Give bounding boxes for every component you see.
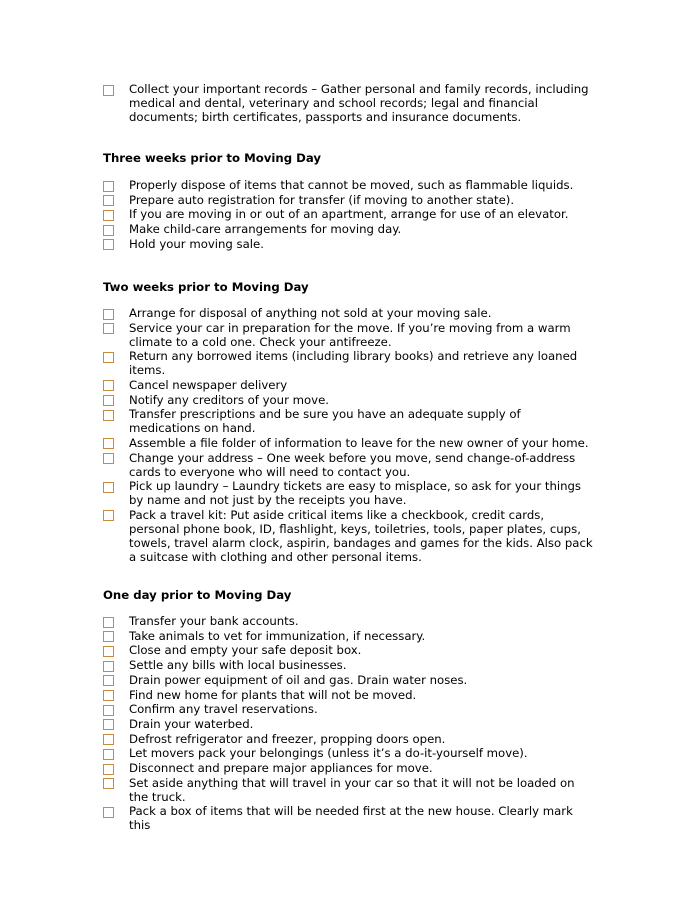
checkbox-icon[interactable]: [103, 646, 114, 657]
checklist-item: [103, 509, 593, 565]
checklist-item: [103, 394, 593, 408]
checklist-item-text: Disconnect and prepare major appliances for move.: [129, 761, 433, 776]
checklist-item: [103, 733, 593, 747]
checklist-item: [103, 350, 593, 378]
checklist-item: [103, 194, 593, 208]
checklist-item: [103, 644, 593, 658]
checklist-item: [103, 630, 593, 644]
checklist-item: [103, 179, 593, 193]
checklist-item-text: Transfer prescriptions and be sure you have an adequate supply of medications on hand.: [129, 407, 521, 436]
checklist-item-text: Let movers pack your belongings (unless it’s a do-it-yourself move).: [129, 746, 528, 761]
checklist-item: [103, 322, 593, 350]
checklist-item-text: Service your car in preparation for the move. If you’re moving from a warm climate to a cold one. Check your antifreeze.: [129, 320, 571, 349]
one-day-checklist: [103, 615, 593, 834]
checklist-item: [103, 703, 593, 717]
checklist-item: [103, 452, 593, 480]
checkbox-icon[interactable]: [103, 661, 114, 672]
checkbox-icon[interactable]: [103, 675, 114, 686]
checklist-item: [103, 747, 593, 761]
checkbox-icon[interactable]: [103, 380, 114, 391]
checklist-item: [103, 615, 593, 629]
checklist-item: [103, 437, 593, 451]
checklist-item: [103, 689, 593, 703]
section-heading-one-day: One day prior to Moving Day: [103, 588, 292, 602]
checklist-item-text: Change your address – One week before you move, send change-of-address cards to everyone who will need to contact you.: [129, 450, 576, 479]
checklist-item: [103, 777, 593, 805]
checklist-item-text: Drain power equipment of oil and gas. Drain water noses.: [129, 672, 468, 687]
checklist-item-text: Close and empty your safe deposit box.: [129, 643, 362, 658]
checklist-item-text: Hold your moving sale.: [129, 236, 264, 251]
checklist-item: [103, 83, 593, 125]
checklist-item-text: Make child-care arrangements for moving day.: [129, 222, 402, 237]
checklist-item: [103, 307, 593, 321]
checkbox-icon[interactable]: [103, 225, 114, 236]
checkbox-icon[interactable]: [103, 239, 114, 250]
checkbox-icon[interactable]: [103, 807, 114, 818]
checklist-item: [103, 238, 593, 252]
checklist-item-text: Take animals to vet for immunization, if necessary.: [129, 628, 426, 643]
checkbox-icon[interactable]: [103, 631, 114, 642]
checkbox-icon[interactable]: [103, 778, 114, 789]
three-weeks-checklist: [103, 179, 593, 253]
checklist-item-text: Set aside anything that will travel in your car so that it will not be loaded on the truck.: [129, 775, 575, 804]
checkbox-icon[interactable]: [103, 195, 114, 206]
section-heading-three-weeks: Three weeks prior to Moving Day: [103, 151, 321, 165]
checklist-item-text: Find new home for plants that will not be moved.: [129, 687, 417, 702]
checklist-item: [103, 208, 593, 222]
checkbox-icon[interactable]: [103, 764, 114, 775]
checklist-item-text: Pick up laundry – Laundry tickets are easy to misplace, so ask for your things by name and not just by the receipts you have.: [129, 479, 582, 508]
intro-checklist: [103, 83, 593, 126]
checkbox-icon[interactable]: [103, 617, 114, 628]
checkbox-icon[interactable]: [103, 395, 114, 406]
checkbox-icon[interactable]: [103, 453, 114, 464]
checkbox-icon[interactable]: [103, 323, 114, 334]
checklist-item: [103, 718, 593, 732]
checklist-item: [103, 674, 593, 688]
checkbox-icon[interactable]: [103, 749, 114, 760]
checkbox-icon[interactable]: [103, 410, 114, 421]
checklist-item-text: Transfer your bank accounts.: [129, 614, 299, 628]
checkbox-icon[interactable]: [103, 352, 114, 363]
checklist-item-text: Arrange for disposal of anything not sold at your moving sale.: [129, 306, 492, 320]
checkbox-icon[interactable]: [103, 705, 114, 716]
checkbox-icon[interactable]: [103, 181, 114, 192]
checkbox-icon[interactable]: [103, 309, 114, 320]
checkbox-icon[interactable]: [103, 438, 114, 449]
checkbox-icon[interactable]: [103, 210, 114, 221]
checkbox-icon[interactable]: [103, 85, 114, 96]
checkbox-icon[interactable]: [103, 482, 114, 493]
checklist-item: [103, 659, 593, 673]
checkbox-icon[interactable]: [103, 510, 114, 521]
checklist-item-text: If you are moving in or out of an apartment, arrange for use of an elevator.: [129, 207, 569, 222]
checklist-item: [103, 379, 593, 393]
checklist-item: [103, 223, 593, 237]
checklist-item-text: Cancel newspaper delivery: [129, 377, 288, 392]
checkbox-icon[interactable]: [103, 734, 114, 745]
checklist-item-text: Prepare auto registration for transfer (if moving to another state).: [129, 192, 515, 207]
checklist-item-text: Pack a box of items that will be needed first at the new house. Clearly mark this: [129, 804, 573, 833]
checklist-item-text: Assemble a file folder of information to leave for the new owner of your home.: [129, 435, 589, 450]
checklist-item-text: Pack a travel kit: Put aside critical items like a checkbook, credit cards, personal phone book, ID, flashlight, keys, toiletries, tools, paper plates, cups, towels, travel alarm clock, aspirin, bandages and games for the kids. Also pack a suitcase with clothing and other personal items.: [129, 507, 593, 564]
checklist-item-text: Properly dispose of items that cannot be moved, such as flammable liquids.: [129, 178, 574, 192]
checklist-item-text: Return any borrowed items (including library books) and retrieve any loaned items.: [129, 349, 578, 378]
section-heading-two-weeks: Two weeks prior to Moving Day: [103, 280, 309, 294]
two-weeks-checklist: [103, 307, 593, 565]
checklist-item-text: Drain your waterbed.: [129, 716, 254, 731]
checklist-item: [103, 805, 593, 833]
checklist-item-text: Defrost refrigerator and freezer, propping doors open.: [129, 731, 446, 746]
checklist-item-text: Notify any creditors of your move.: [129, 392, 329, 407]
checklist-item: [103, 408, 593, 436]
checkbox-icon[interactable]: [103, 690, 114, 701]
checklist-item-text: Settle any bills with local businesses.: [129, 658, 347, 673]
checklist-item-text: Collect your important records – Gather personal and family records, including medical and dental, veterinary and school records; legal and financial documents; birth certificates, passports and insurance documents.: [129, 82, 589, 124]
checklist-item: [103, 480, 593, 508]
checklist-item: [103, 762, 593, 776]
checklist-item-text: Confirm any travel reservations.: [129, 702, 318, 717]
checkbox-icon[interactable]: [103, 719, 114, 730]
